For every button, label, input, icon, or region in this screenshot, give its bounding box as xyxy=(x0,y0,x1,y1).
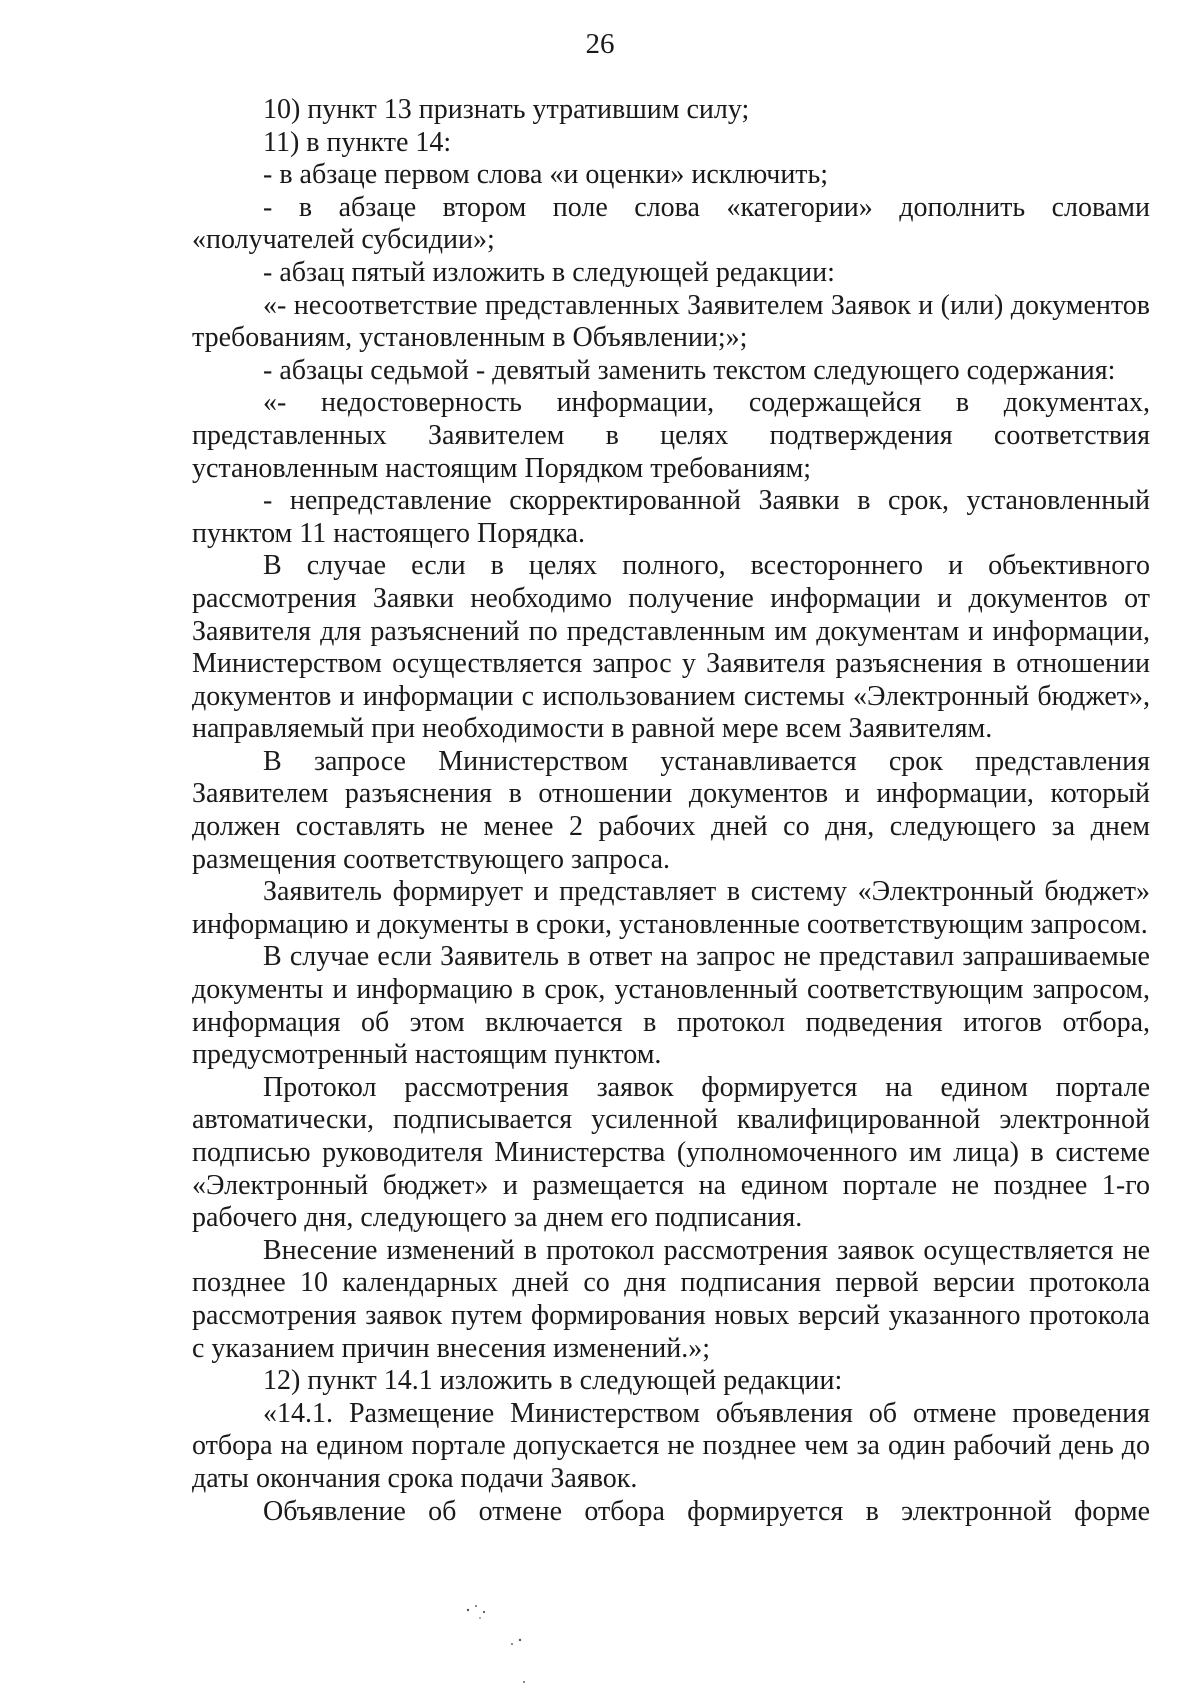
paragraph: В случае если в целях полного, всестороннего и объективного рассмотрения Заявки необходимо получение информации и документов от Заявителя для разъяснений по представленным им документам и информации, Министерством осуществляется запрос у Заявителя разъяснения в отношении документов и информации с использованием системы «Электронный бюджет», направляемый при необходимости в равной мере всем Заявителям. xyxy=(192,550,1150,745)
paragraph: «14.1. Размещение Министерством объявления об отмене проведения отбора на едином портале допускается не позднее чем за один рабочий день до даты окончания срока подачи Заявок. xyxy=(192,1397,1150,1494)
paragraph: В запросе Министерством устанавливается срок представления Заявителем разъяснения в отношении документов и информации, который должен составлять не менее 2 рабочих дней со дня, следующего за днем размещения соответствующего запроса. xyxy=(192,745,1150,875)
paragraph: Объявление об отмене отбора формируется в электронной форме xyxy=(263,1495,1150,1527)
paragraph: - в абзаце втором поле слова «категории» дополнить словами «получателей субсидии»; xyxy=(192,191,1150,256)
paragraph: - в абзаце первом слова «и оценки» исключить; xyxy=(263,159,829,191)
paragraph: Протокол рассмотрения заявок формируется на едином портале автоматически, подписывается усиленной квалифицированной электронной подписью руководителя Министерства (уполномоченного им лица) в системе «Электронный бюджет» и размещается на едином портале не позднее 1-го рабочего дня, следующего за днем его подписания. xyxy=(192,1071,1150,1234)
page-number: 26 xyxy=(585,28,615,60)
paragraph: Заявитель формирует и представляет в систему «Электронный бюджет» информацию и документы в сроки, установленные соответствующим запросом. xyxy=(192,876,1150,940)
paragraph: - абзац пятый изложить в следующей редакции: xyxy=(263,256,835,288)
paragraph: «- недостоверность информации, содержащейся в документах, представленных Заявителем в целях подтверждения соответствия установленным настоящим Порядком требованиям; xyxy=(192,387,1150,484)
paragraph: 10) пункт 13 признать утратившим силу; xyxy=(263,94,750,125)
paragraph: - непредставление скорректированной Заявки в срок, установленный пунктом 11 настоящего Порядка. xyxy=(192,485,1150,549)
scan-specks xyxy=(460,1600,580,1690)
document-body xyxy=(192,94,1150,1528)
paragraph: - абзацы седьмой - девятый заменить текстом следующего содержания: xyxy=(263,354,1116,386)
paragraph: В случае если Заявитель в ответ на запрос не представил запрашиваемые документы и информацию в срок, установленный соответствующим запросом, информация об этом включается в протокол подведения итогов отбора, предусмотренный настоящим пунктом. xyxy=(192,941,1150,1071)
paragraph: Внесение изменений в протокол рассмотрения заявок осуществляется не позднее 10 календарных дней со дня подписания первой версии протокола рассмотрения заявок путем формирования новых версий указанного протокола с указанием причин внесения изменений.»; xyxy=(192,1234,1150,1364)
paragraph: 12) пункт 14.1 изложить в следующей редакции: xyxy=(263,1365,843,1397)
paragraph: «- несоответствие представленных Заявителем Заявок и (или) документов требованиям, установленным в Объявлении;»; xyxy=(192,289,1150,354)
paragraph: 11) в пункте 14: xyxy=(263,126,452,158)
